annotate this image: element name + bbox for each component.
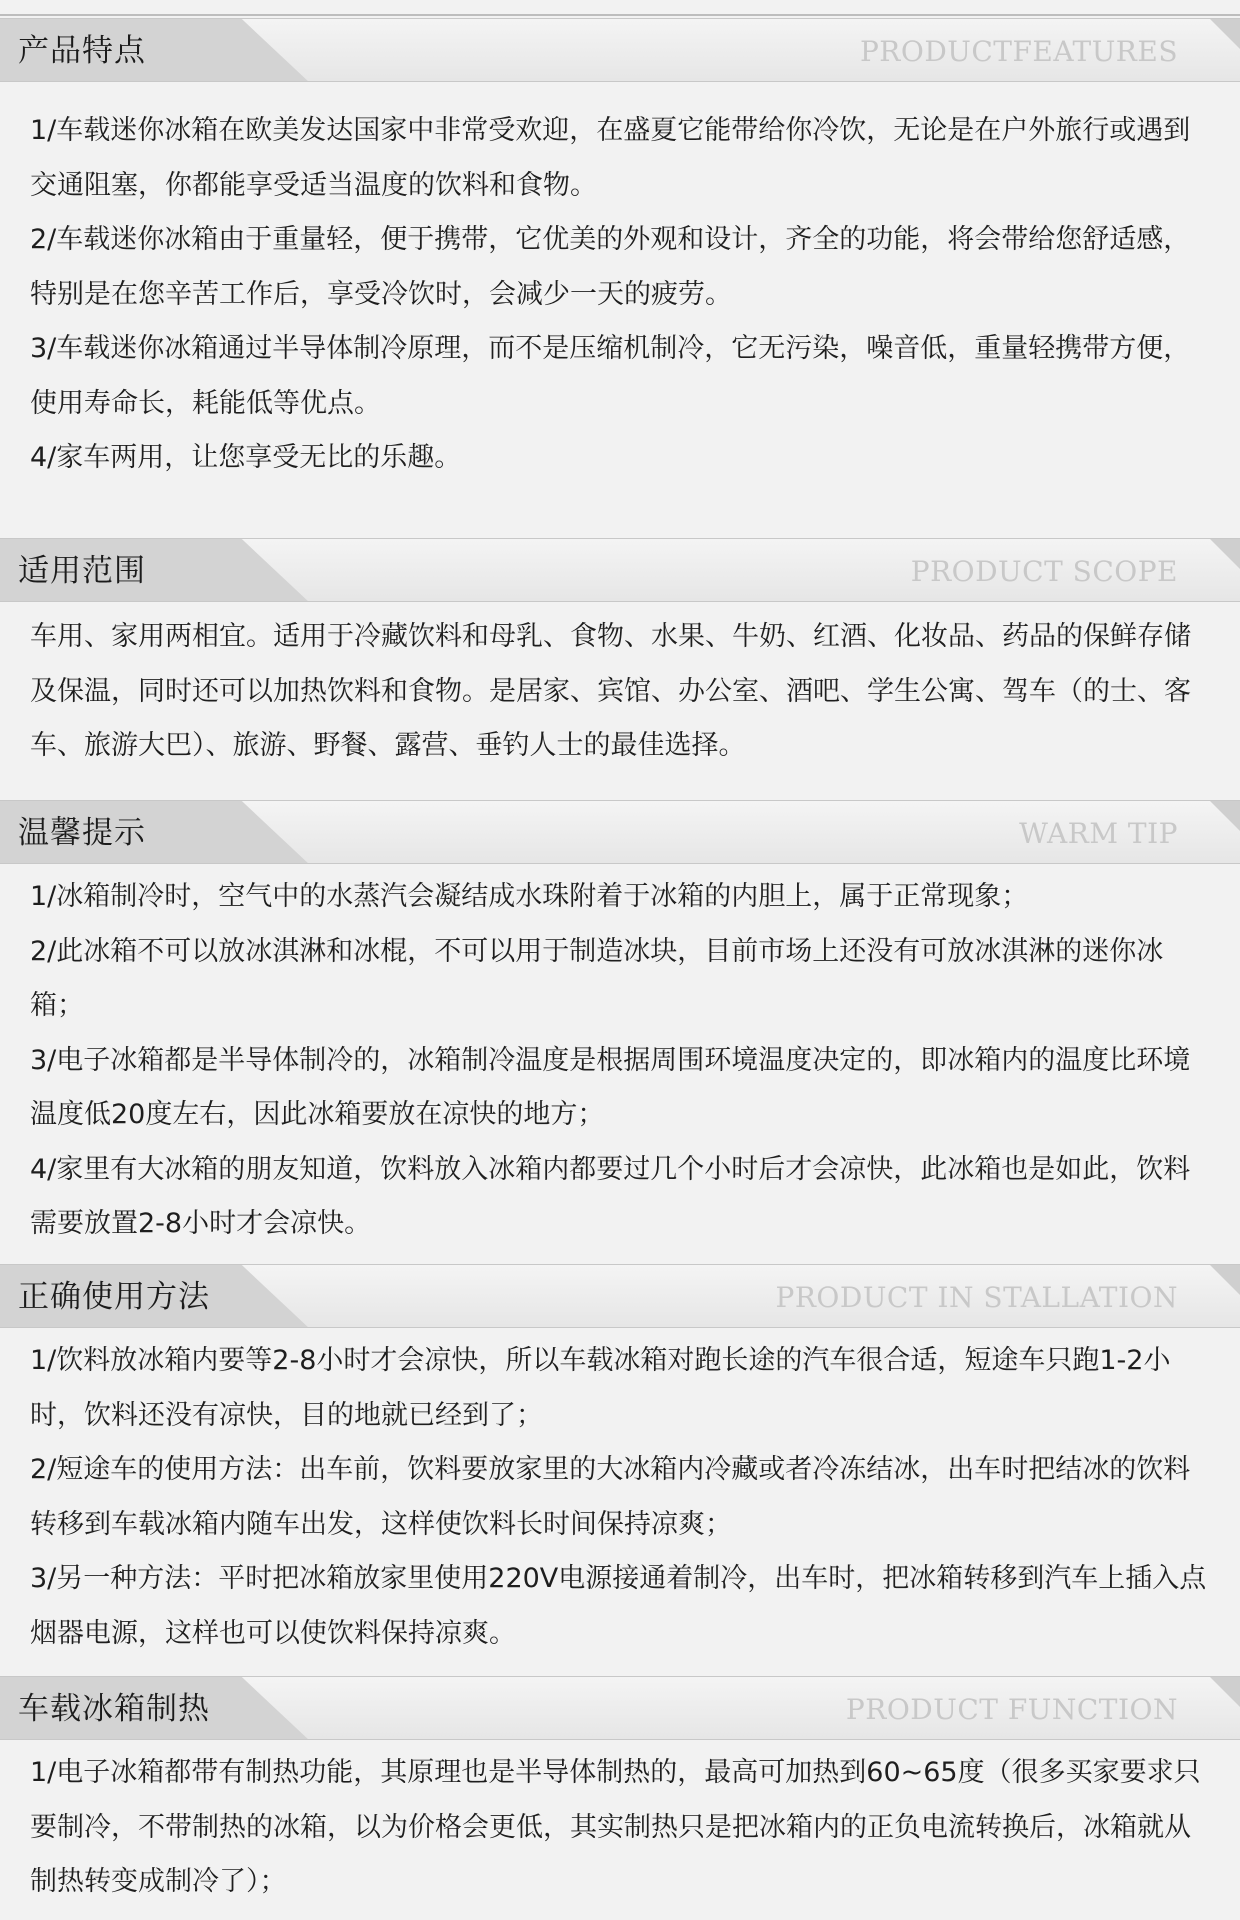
- paragraph: 3/另一种方法：平时把冰箱放家里使用220V电源接通着制冷，出车时，把冰箱转移到汽车上插入点烟器电源，这样也可以使饮料保持凉爽。: [30, 1563, 1207, 1649]
- section-title: 适用范围: [18, 553, 146, 589]
- section-header: [0, 18, 1240, 82]
- section-title: 产品特点: [18, 33, 146, 69]
- corner-triangle-icon: [1210, 801, 1240, 831]
- section-header: [0, 800, 1240, 864]
- section-warm-tip: [0, 800, 1240, 1252]
- section-title: 车载冰箱制热: [18, 1691, 210, 1727]
- section-header: [0, 1264, 1240, 1328]
- paragraph: 4/家车两用，让您享受无比的乐趣。: [30, 442, 462, 473]
- paragraph: 1/车载迷你冰箱在欧美发达国家中非常受欢迎，在盛夏它能带给你冷饮，无论是在户外旅行或遇到交通阻塞，你都能享受适当温度的饮料和食物。: [30, 115, 1191, 201]
- paragraph: 2/车载迷你冰箱由于重量轻，便于携带，它优美的外观和设计，齐全的功能，将会带给您舒适感，特别是在您辛苦工作后，享受冷饮时，会减少一天的疲劳。: [30, 224, 1191, 310]
- paragraph: 2/此冰箱不可以放冰淇淋和冰棍，不可以用于制造冰块，目前市场上还没有可放冰淇淋的迷你冰箱；: [30, 935, 1164, 1021]
- paragraph: 3/电子冰箱都是半导体制冷的，冰箱制冷温度是根据周围环境温度决定的，即冰箱内的温度比环境温度低20度左右，因此冰箱要放在凉快的地方；: [30, 1044, 1191, 1130]
- paragraph: 3/车载迷你冰箱通过半导体制冷原理，而不是压缩机制冷，它无污染，噪音低，重量轻携带方便，使用寿命长，耗能低等优点。: [30, 333, 1191, 419]
- section-english-title: PRODUCT FUNCTION: [845, 1693, 1178, 1726]
- section-usage-method: [0, 1264, 1240, 1661]
- corner-triangle-icon: [1210, 539, 1240, 569]
- section-product-scope: [0, 538, 1240, 774]
- paragraph: 1/饮料放冰箱内要等2-8小时才会凉快，所以车载冰箱对跑长途的汽车很合适，短途车只跑1-2小时，饮料还没有凉快，目的地就已经到了；: [30, 1345, 1171, 1431]
- section-body: [0, 1740, 1240, 1910]
- section-body: [0, 864, 1240, 1252]
- section-english-title: PRODUCTFEATURES: [859, 35, 1178, 68]
- section-english-title: PRODUCT IN STALLATION: [775, 1281, 1178, 1314]
- section-title: 温馨提示: [18, 815, 146, 851]
- section-body: [0, 602, 1240, 774]
- paragraph: 2/短途车的使用方法：出车前，饮料要放家里的大冰箱内冷藏或者冷冻结冰，出车时把结冰的饮料转移到车载冰箱内随车出发，这样使饮料长时间保持凉爽；: [30, 1454, 1191, 1540]
- top-divider: [0, 14, 1240, 16]
- section-body: [0, 1328, 1240, 1661]
- paragraph: 4/家里有大冰箱的朋友知道，饮料放入冰箱内都要过几个小时后才会凉快，此冰箱也是如此，饮料需要放置2-8小时才会凉快。: [30, 1153, 1191, 1239]
- section-header: [0, 538, 1240, 602]
- section-english-title: PRODUCT SCOPE: [910, 555, 1178, 588]
- paragraph: 1/电子冰箱都带有制热功能，其原理也是半导体制热的，最高可加热到60~65度（很多买家要求只要制冷，不带制热的冰箱，以为价格会更低，其实制热只是把冰箱内的正负电流转换后，冰箱就从制热转变成制冷了）；: [30, 1757, 1201, 1897]
- corner-triangle-icon: [1210, 1265, 1240, 1295]
- corner-triangle-icon: [1210, 1677, 1240, 1707]
- paragraph: 车用、家用两相宜。适用于冷藏饮料和母乳、食物、水果、牛奶、红酒、化妆品、药品的保鲜存储及保温，同时还可以加热饮料和食物。是居家、宾馆、办公室、酒吧、学生公寓、驾车（的士、客车、旅游大巴）、旅游、野餐、露营、垂钓人士的最佳选择。: [30, 621, 1191, 761]
- section-heating-function: [0, 1676, 1240, 1910]
- section-english-title: WARM TIP: [1019, 817, 1178, 850]
- section-header: [0, 1676, 1240, 1740]
- section-body: [0, 82, 1240, 486]
- paragraph: 1/冰箱制冷时，空气中的水蒸汽会凝结成水珠附着于冰箱的内胆上，属于正常现象；: [30, 881, 1029, 912]
- section-product-features: [0, 18, 1240, 486]
- section-title: 正确使用方法: [18, 1279, 210, 1315]
- corner-triangle-icon: [1210, 19, 1240, 49]
